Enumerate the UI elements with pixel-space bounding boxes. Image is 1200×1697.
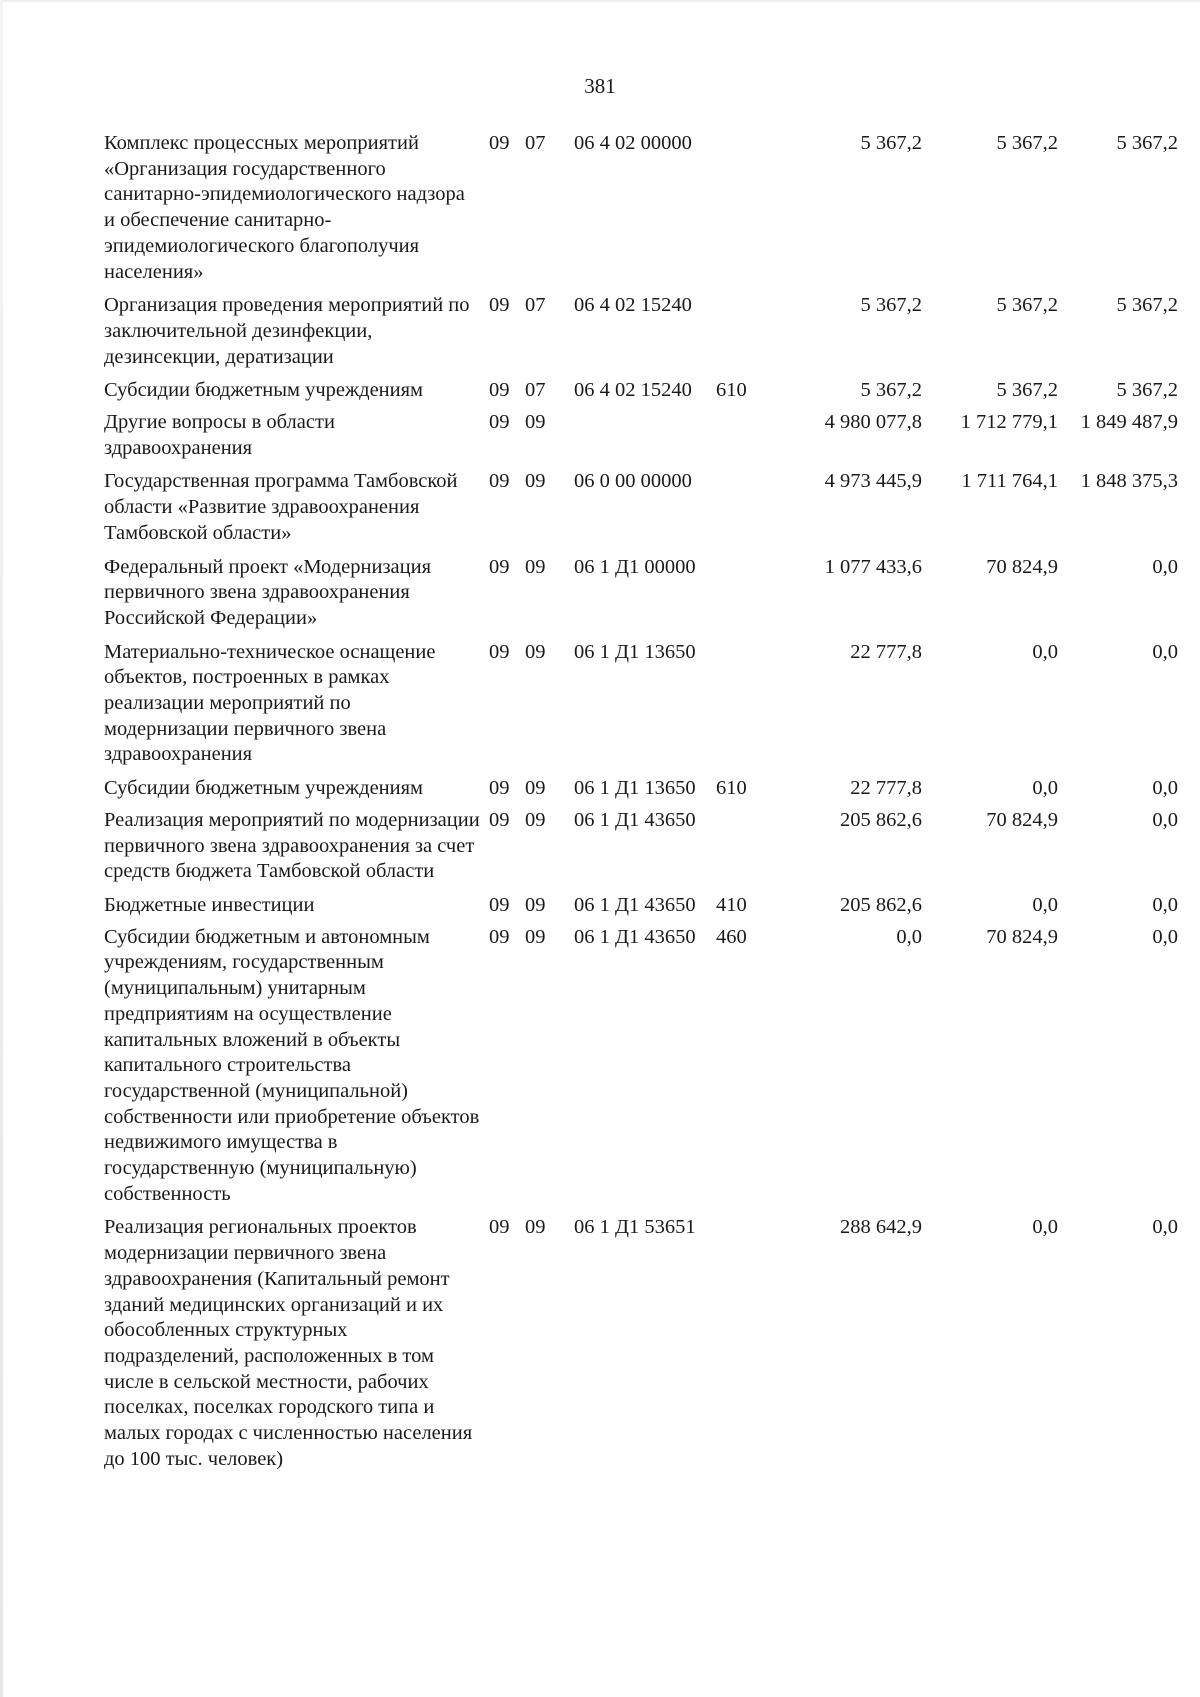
row-target-article: 06 4 02 15240 <box>574 379 692 402</box>
row-target-article: 06 1 Д1 00000 <box>574 555 696 578</box>
row-amount-1: 1 077 433,6 <box>824 555 922 578</box>
row-amount-3: 0,0 <box>1152 893 1178 916</box>
row-amount-2: 5 367,2 <box>996 132 1058 154</box>
row-expense-type: 610 <box>716 777 747 800</box>
table-row <box>104 410 1178 461</box>
row-expense-type: 610 <box>716 379 747 402</box>
row-subsection: 09 <box>525 555 546 578</box>
row-subsection: 09 <box>525 893 546 916</box>
budget-table <box>104 131 1178 1472</box>
row-name: Субсидии бюджетным и автономным учреждениям, государственным (муниципальным) унитарным предприятиям на осуществление капитальных вложений в объекты капитального строительства государственной (муниципальной) собственности или приобретение объектов недвижимого имущества в государственную (муниципальную) собственность <box>104 925 480 1205</box>
row-amount-1: 22 777,8 <box>850 640 922 663</box>
row-amount-3: 5 367,2 <box>1116 132 1178 154</box>
scan-left-edge <box>0 0 3 1697</box>
row-target-article: 06 0 00 00000 <box>574 470 692 493</box>
row-name: Реализация мероприятий по модернизации первичного звена здравоохранения за счет средств бюджета Тамбовской области <box>104 808 480 883</box>
row-name: Бюджетные инвестиции <box>104 893 315 916</box>
row-amount-2: 70 824,9 <box>986 808 1058 831</box>
row-section: 09 <box>489 640 510 663</box>
row-subsection: 09 <box>525 777 546 800</box>
row-section: 09 <box>489 379 510 402</box>
row-amount-3: 5 367,2 <box>1116 294 1178 317</box>
row-subsection: 07 <box>525 379 546 402</box>
table-row <box>104 131 1178 285</box>
row-name: Реализация региональных проектов модернизации первичного звена здравоохранения (Капитальный ремонт зданий медицинских организаций и их обособленных структурных подразделений, расположенных в том числе в сельской местности, рабочих поселках, поселках городского типа и малых городах с численностью населения до 100 тыс. человек) <box>104 1216 473 1470</box>
row-amount-3: 1 848 375,3 <box>1080 470 1178 493</box>
row-amount-2: 70 824,9 <box>986 555 1058 578</box>
row-section: 09 <box>489 555 510 578</box>
row-name: Государственная программа Тамбовской области «Развитие здравоохранения Тамбовской области» <box>104 470 458 544</box>
row-subsection: 09 <box>525 808 546 831</box>
row-amount-1: 5 367,2 <box>860 132 922 154</box>
row-amount-1: 205 862,6 <box>840 893 922 916</box>
row-name: Материально-техническое оснащение объектов, построенных в рамках реализации мероприятий по модернизации первичного звена здравоохранения <box>104 640 436 766</box>
row-amount-3: 5 367,2 <box>1116 379 1178 402</box>
row-amount-1: 22 777,8 <box>850 777 922 800</box>
row-name: Субсидии бюджетным учреждениям <box>104 379 424 402</box>
row-amount-2: 5 367,2 <box>996 294 1058 317</box>
row-name: Федеральный проект «Модернизация первичного звена здравоохранения Российской Федерации» <box>104 555 432 629</box>
row-section: 09 <box>489 294 510 317</box>
row-amount-3: 0,0 <box>1152 925 1178 948</box>
table-row <box>104 1215 1178 1472</box>
row-section: 09 <box>489 470 510 493</box>
row-amount-1: 0,0 <box>896 925 922 948</box>
row-amount-2: 0,0 <box>1032 893 1058 916</box>
row-amount-2: 0,0 <box>1032 777 1058 800</box>
row-section: 09 <box>489 132 510 154</box>
row-section: 09 <box>489 893 510 916</box>
row-subsection: 09 <box>525 925 546 948</box>
row-amount-3: 0,0 <box>1152 777 1178 800</box>
page-number: 381 <box>584 74 616 98</box>
row-target-article: 06 1 Д1 43650 <box>574 893 696 916</box>
scan-top-edge <box>0 0 1200 2</box>
row-target-article: 06 1 Д1 43650 <box>574 808 696 831</box>
row-amount-2: 0,0 <box>1032 640 1058 663</box>
row-amount-2: 1 711 764,1 <box>961 470 1058 493</box>
row-name: Субсидии бюджетным учреждениям <box>104 777 424 800</box>
row-subsection: 07 <box>525 294 546 317</box>
row-amount-1: 5 367,2 <box>860 379 922 402</box>
table-row <box>104 469 1178 546</box>
row-amount-1: 4 973 445,9 <box>824 470 922 493</box>
row-target-article: 06 1 Д1 53651 <box>574 1216 696 1239</box>
row-target-article: 06 4 02 00000 <box>574 132 692 154</box>
table-row <box>104 640 1178 769</box>
table-row <box>104 378 1178 404</box>
table-row <box>104 808 1178 885</box>
row-name: Другие вопросы в области здравоохранения <box>104 411 335 459</box>
row-amount-1: 5 367,2 <box>860 294 922 317</box>
row-target-article: 06 1 Д1 43650 <box>574 925 696 948</box>
row-section: 09 <box>489 411 510 434</box>
row-amount-3: 0,0 <box>1152 1216 1178 1239</box>
row-subsection: 09 <box>525 1216 546 1239</box>
row-name: Комплекс процессных мероприятий «Организация государственного санитарно-эпидемиологического надзора и обеспечение санитарно-эпидемиологического благополучия населения» <box>104 132 465 283</box>
row-subsection: 09 <box>525 470 546 493</box>
row-amount-2: 70 824,9 <box>986 925 1058 948</box>
table-row <box>104 555 1178 632</box>
row-section: 09 <box>489 808 510 831</box>
row-amount-3: 0,0 <box>1152 808 1178 831</box>
row-target-article: 06 1 Д1 13650 <box>574 640 696 663</box>
row-amount-2: 1 712 779,1 <box>960 411 1058 434</box>
row-subsection: 09 <box>525 640 546 663</box>
row-amount-1: 4 980 077,8 <box>824 411 922 434</box>
row-amount-2: 5 367,2 <box>996 379 1058 402</box>
table-row <box>104 893 1178 919</box>
row-expense-type: 460 <box>716 925 747 948</box>
row-name: Организация проведения мероприятий по заключительной дезинфекции, дезинсекции, дератизации <box>104 294 470 368</box>
row-section: 09 <box>489 925 510 948</box>
row-amount-1: 205 862,6 <box>840 808 922 831</box>
row-target-article: 06 4 02 15240 <box>574 294 692 317</box>
row-subsection: 09 <box>525 411 546 434</box>
row-subsection: 07 <box>525 132 546 154</box>
table-row <box>104 776 1178 802</box>
table-row <box>104 293 1178 370</box>
row-amount-3: 0,0 <box>1152 640 1178 663</box>
row-section: 09 <box>489 1216 510 1239</box>
row-amount-1: 288 642,9 <box>840 1216 922 1239</box>
row-amount-2: 0,0 <box>1032 1216 1058 1239</box>
row-section: 09 <box>489 777 510 800</box>
row-target-article: 06 1 Д1 13650 <box>574 777 696 800</box>
table-row <box>104 925 1178 1208</box>
row-amount-3: 0,0 <box>1152 555 1178 578</box>
row-amount-3: 1 849 487,9 <box>1080 411 1178 434</box>
row-expense-type: 410 <box>716 893 747 916</box>
